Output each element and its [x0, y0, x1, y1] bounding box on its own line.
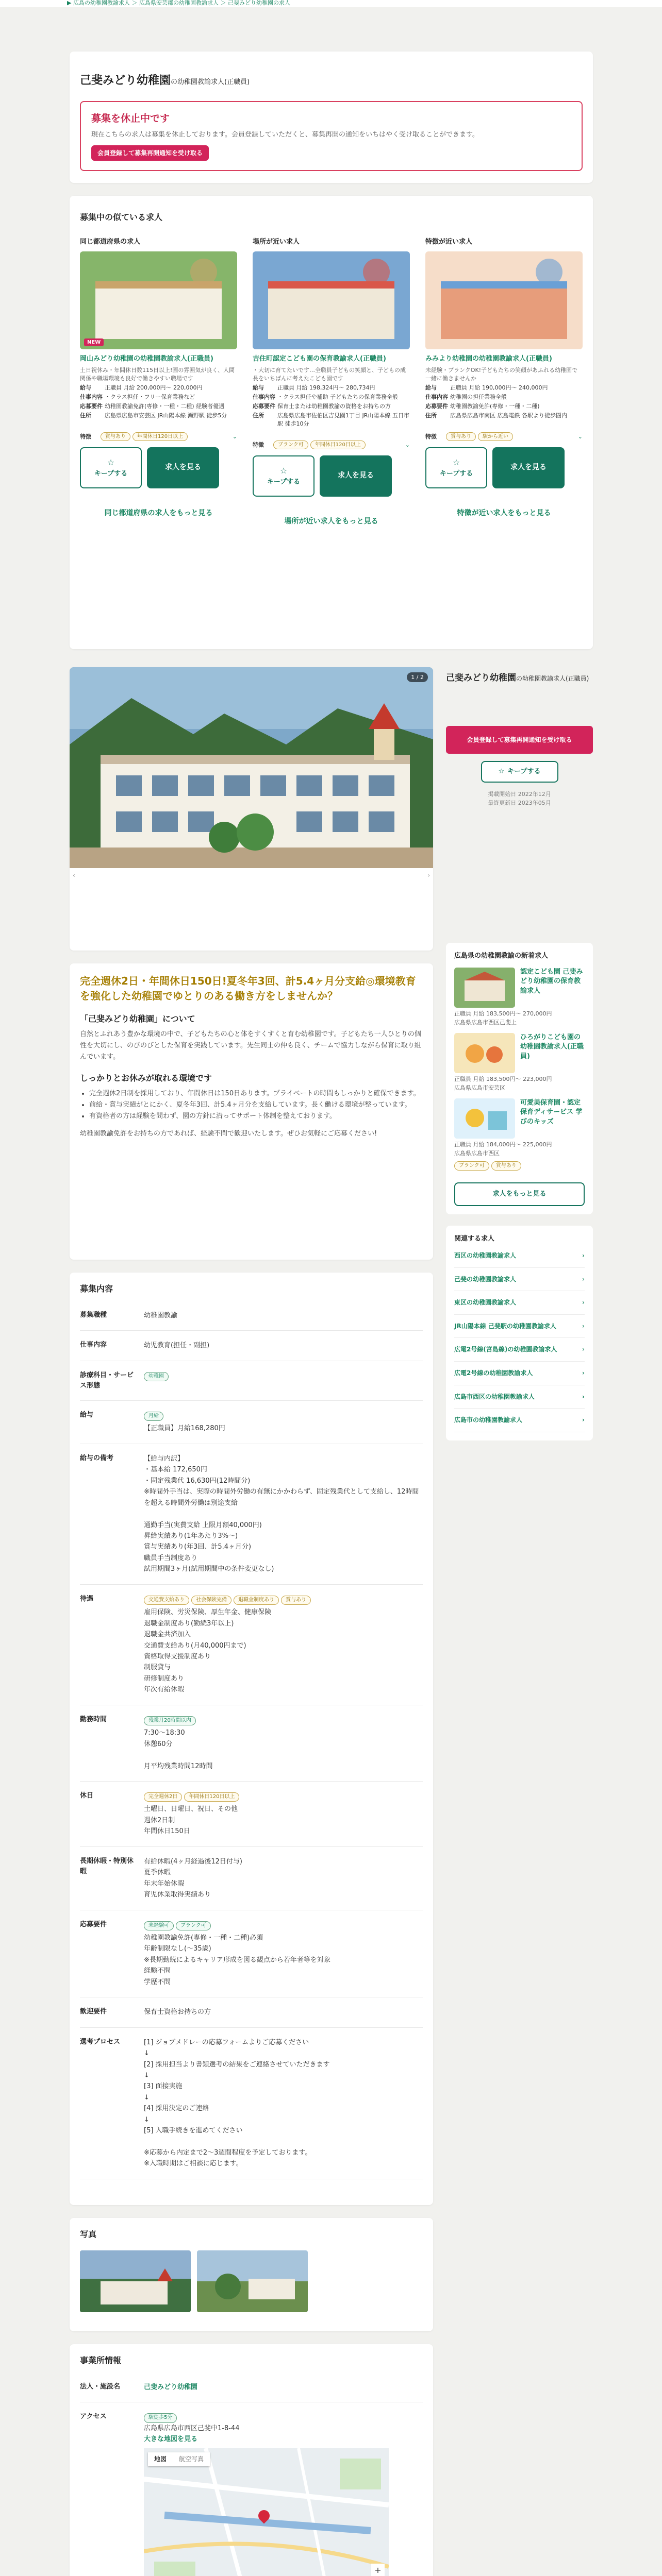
- recruit-key: 募集職種: [80, 1301, 134, 1331]
- recruit-row: [80, 1997, 423, 2027]
- photos-title: 写真: [80, 2229, 97, 2239]
- similar-job-info-row: [253, 393, 410, 401]
- feature-chip: 賞与あり: [446, 432, 476, 442]
- new-jobs-card: [446, 943, 593, 1214]
- info-key: 住所: [80, 412, 91, 419]
- info-value: 正職員 月給 198,324円〜 280,734円: [277, 384, 375, 391]
- map-widget[interactable]: [144, 2448, 389, 2576]
- similar-job-info-row: [425, 393, 583, 401]
- hero-job-type: の幼稚園教諭求人(正職員): [516, 675, 589, 682]
- related-link[interactable]: [454, 1409, 585, 1432]
- side-job-photo: [454, 1033, 515, 1073]
- address-text: 広島県広島市西区己斐中1-8-44: [144, 2424, 240, 2432]
- feature-tags: [80, 432, 237, 442]
- similar-job-info-row: [80, 393, 237, 401]
- recruit-value: 有給休暇(4ヶ月経過後12日付与) 夏季休暇 年末年始休暇 育児休業取得実績あり: [144, 1857, 242, 1899]
- tag-label: 特徴: [425, 433, 437, 440]
- similar-job-info-row: [425, 412, 583, 420]
- recruit-value-cell: [134, 1361, 423, 1400]
- similar-job-info-row: [253, 384, 410, 392]
- info-value: 広島県広島市南区 広島電鉄 各駅より徒歩圏内: [450, 412, 567, 419]
- condition-chip: 残業月20時間以内: [144, 1716, 196, 1726]
- closing-text: 幼稚園教諭免許をお持ちの方であれば、経験不問で歓迎いたします。ぜひお気軽にご応募ください!: [80, 1130, 377, 1138]
- chevron-down-icon[interactable]: ⌄: [577, 433, 583, 440]
- office-row: [80, 2402, 423, 2576]
- side-job-chip: ブランク可: [454, 1161, 489, 1171]
- photo-thumb[interactable]: [80, 2250, 191, 2312]
- recruit-row: [80, 1910, 423, 1997]
- more-similar-link[interactable]: 同じ都道府県の求人をもっと見る: [104, 509, 213, 518]
- side-job-meta: 正職員 月給 184,000円〜 225,000円 広島県広島市西区: [454, 1141, 552, 1157]
- job-header-card: [70, 52, 593, 183]
- register-notify-button[interactable]: 会員登録して募集再開通知を受け取る: [91, 145, 209, 161]
- star-icon: ☆: [107, 457, 115, 467]
- chevron-right-icon: ›: [582, 1299, 585, 1307]
- feature-tags: [425, 432, 583, 442]
- related-link[interactable]: [454, 1315, 585, 1338]
- hero-card: [70, 667, 433, 951]
- recruit-table: [80, 1301, 423, 2179]
- recruit-key: 応募要件: [80, 1910, 134, 1997]
- more-similar-link[interactable]: 場所が近い求人をもっと見る: [284, 517, 378, 526]
- related-card: [446, 1226, 593, 1440]
- side-job-chip: 賞与あり: [491, 1161, 521, 1171]
- recruit-value-cell: [134, 1331, 423, 1361]
- info-value: 幼稚園教諭免許(専修・一種・二種) 経験者優遇: [105, 402, 225, 410]
- recruit-value-cell: [134, 2027, 423, 2179]
- condition-chip: 完全週休2日: [144, 1792, 182, 1802]
- chevron-down-icon[interactable]: ⌄: [405, 441, 410, 448]
- related-link[interactable]: [454, 1338, 585, 1362]
- similar-job-column: [425, 237, 583, 519]
- similar-job-info-row: [253, 412, 410, 428]
- condition-chip: 交通費支給あり: [144, 1596, 189, 1605]
- chevron-right-icon: ›: [582, 1346, 585, 1353]
- photos-card: [70, 2218, 433, 2331]
- recruit-key: 休日: [80, 1781, 134, 1846]
- side-job-name: 可愛美保育園・認定保育ディサービス 学びのキッズ: [520, 1099, 583, 1126]
- chevron-right-icon: ›: [582, 1251, 585, 1259]
- view-job-button[interactable]: 求人を見る: [147, 447, 219, 488]
- condition-chip: 未経験可: [144, 1921, 174, 1931]
- access-chip: 駅徒歩5分: [144, 2413, 177, 2423]
- info-value: ・クラス担任や補助 子どもたちの保育業務全般: [277, 393, 399, 400]
- hero-register-button[interactable]: 会員登録して募集再開通知を受け取る: [446, 726, 593, 754]
- view-job-button[interactable]: 求人を見る: [492, 447, 565, 488]
- related-link[interactable]: [454, 1268, 585, 1292]
- recruit-value-cell: [134, 1846, 423, 1910]
- info-key: 応募要件: [253, 402, 275, 410]
- column-heading: 場所が近い求人: [253, 238, 300, 246]
- points-title: しっかりとお休みが取れる環境です: [80, 1073, 212, 1083]
- school-building-illustration: [70, 667, 433, 868]
- similar-job-photo[interactable]: [253, 251, 410, 349]
- condition-chip: 退職金制度あり: [234, 1596, 279, 1605]
- recruit-value: 幼稚園教諭: [144, 1311, 178, 1319]
- photo-counter: 1 / 2: [407, 672, 428, 682]
- info-key: 仕事内容: [80, 393, 103, 400]
- feature-chip: 年間休日120日以上: [133, 432, 188, 442]
- related-link-label: 広電2号線の幼稚園教諭求人: [454, 1369, 533, 1377]
- point-item: • 完全週休2日制を採用しており、年間休日は150日あります。プライベートの時間もしっかりと確保できます。: [89, 1088, 423, 1099]
- condition-chip: 賞与あり: [281, 1596, 311, 1605]
- feature-chip: 賞与あり: [101, 432, 130, 442]
- info-key: 応募要件: [425, 402, 448, 410]
- recruit-value-cell: [134, 1705, 423, 1781]
- recruit-key: 選考プロセス: [80, 2027, 134, 2179]
- recruit-row: [80, 1705, 423, 1781]
- tag-label: 特徴: [253, 441, 264, 448]
- recruit-row: [80, 2027, 423, 2179]
- side-job-meta: 正職員 月給 183,500円〜 223,000円 広島県広島市安芸区: [454, 1076, 552, 1091]
- job-photo-illustration: [253, 251, 410, 349]
- recruit-key: 歓迎要件: [80, 1997, 134, 2027]
- info-value: 正職員 月給 190,000円〜 240,000円: [450, 384, 548, 391]
- office-key: アクセス: [80, 2402, 134, 2576]
- recruit-value: [1] ジョブメドレーの応募フォームよりご応募ください ↓ [2] 採用担当より書類選考の結果をご連絡させていただきます ↓ [3] 面接実施 ↓ [4] 採用決定のご連絡 ↓ [5] 入職手続きを進めてください ※応募から内定まで2〜3週間程度を予定しております。 ※入職時期はご相談に応じます。: [144, 2038, 330, 2168]
- similar-job-name[interactable]: みみより幼稚園の幼稚園教諭求人(正職員): [425, 355, 552, 363]
- hero-photo[interactable]: [70, 667, 433, 868]
- keep-label: キープする: [94, 470, 128, 478]
- related-link-label: 東区の幼稚園教諭求人: [454, 1299, 517, 1307]
- side-job-photo: [454, 1098, 515, 1139]
- zoom-in-icon[interactable]: +: [371, 2564, 385, 2576]
- similar-job-desc: 未経験・ブランクOK!子どもたちの笑顔があふれる幼稚園で一緒に働きませんか: [425, 366, 578, 382]
- side-job-name: ひろがりこども園の幼稚園教諭求人(正職員): [520, 1033, 584, 1060]
- hero-thumbs: [70, 871, 433, 880]
- similar-job-desc: 土日祝休み・年間休日数115日以上!園の雰囲気が良く、人間関係や職場環境も良好で働きやすい職場です: [80, 366, 235, 382]
- hero-school-name: [446, 672, 593, 685]
- similar-job-photo[interactable]: [80, 251, 237, 349]
- related-link[interactable]: [454, 1385, 585, 1409]
- map-type-tabs: [148, 2452, 210, 2467]
- hero-name: 己斐みどり幼稚園: [446, 673, 516, 683]
- prev-arrow-icon[interactable]: ‹: [73, 872, 75, 879]
- recruit-value: 【給与内訳】 ・基本給 172,650円 ・固定残業代 16,630円(12時間分) ※時間外手当は、実際の時間外労働の有無にかかわらず、固定残業代として支給し、12時間を超える時間外労働は別途支給 通勤手当(実費支給 上限月額40,000円) 昇給実績あり(1年あたり3%〜) 賞与実績あり(年3回、計5.4ヶ月分) 職員手当制度あり 試用期間3ヶ月(試用期間中の条件変更なし): [144, 1454, 419, 1573]
- job-photo-illustration: [80, 251, 237, 349]
- similar-job-info-row: [80, 412, 237, 420]
- points-list: [80, 1088, 423, 1122]
- office-card: [70, 2344, 433, 2576]
- side-job-name: 認定こども園 己斐みどり幼稚園の保育教諭求人: [520, 968, 583, 995]
- star-icon: ☆: [452, 457, 460, 467]
- related-link-label: JR山陽本線 己斐駅の幼稚園教諭求人: [454, 1322, 556, 1330]
- info-key: 仕事内容: [253, 393, 275, 400]
- chevron-right-icon: ›: [582, 1369, 585, 1377]
- recruit-key: 給与: [80, 1400, 134, 1444]
- related-title: 関連する求人: [454, 1234, 495, 1243]
- point-item: • 前給・賞与実績がとにかく、夏冬年3回、計5.4ヶ月分を支給しています。長く働ける環境が整っています。: [89, 1099, 423, 1111]
- recruit-value: 土曜日、日曜日、祝日、その他 週休2日制 年間休日150日: [144, 1805, 238, 1836]
- big-map-link[interactable]: 大きな地図を見る: [144, 2435, 198, 2444]
- similar-job-desc: ・大切に育てたいです…全職員子どもの笑顔と、子どもの成長をいちばんに考えたこども園です: [253, 366, 406, 382]
- published-date: 掲載開始日 2022年12月: [488, 790, 551, 798]
- recruit-value: 幼児教育(担任・副担): [144, 1342, 210, 1350]
- chevron-right-icon: ›: [582, 1275, 585, 1283]
- new-jobs-title: 広島県の幼稚園教諭の新着求人: [454, 952, 549, 960]
- hero-keep-button[interactable]: [481, 761, 558, 783]
- related-link-label: 己斐の幼稚園教諭求人: [454, 1275, 517, 1283]
- side-job-meta: 正職員 月給 183,500円〜 270,000円 広島県広島市西区己斐上: [454, 1010, 552, 1026]
- column-heading: 特徴が近い求人: [425, 238, 473, 246]
- recruit-row: [80, 1331, 423, 1361]
- recruit-key: 待遇: [80, 1584, 134, 1705]
- satellite-tab[interactable]: 航空写真: [179, 2455, 204, 2463]
- related-link[interactable]: [454, 1362, 585, 1385]
- recruit-value: 幼稚園教諭免許(専修・一種・二種)必須 年齢制限なし(〜35歳) ※長期勤続によるキャリア形成を図る観点から若年者等を対象 経験不問 学歴不問: [144, 1934, 330, 1986]
- chevron-down-icon[interactable]: ⌄: [232, 433, 237, 440]
- info-key: 給与: [80, 384, 91, 391]
- office-key: 法人・施設名: [80, 2372, 134, 2402]
- related-link[interactable]: [454, 1291, 585, 1315]
- recruit-key: 給与の備考: [80, 1444, 134, 1584]
- similar-jobs-title: 募集中の似ている求人: [80, 212, 163, 222]
- about-title: 「己斐みどり幼稚園」について: [80, 1014, 195, 1024]
- similar-job-column: [80, 237, 237, 519]
- similar-job-name[interactable]: 岡山みどり幼稚園の幼稚園教諭求人(正職員): [80, 355, 213, 363]
- next-arrow-icon[interactable]: ›: [427, 872, 430, 879]
- chevron-right-icon: ›: [582, 1393, 585, 1400]
- service-chip: 幼稚園: [144, 1372, 169, 1382]
- info-key: 住所: [425, 412, 437, 419]
- keep-button[interactable]: [80, 447, 142, 488]
- side-job-item[interactable]: [454, 1098, 585, 1139]
- more-jobs-button[interactable]: 求人をもっと見る: [454, 1182, 585, 1206]
- breadcrumb[interactable]: ▶ 広島の幼稚園教諭求人 ＞ 広島県安芸郡の幼稚園教諭求人 ＞ 己斐みどり幼稚園の求人: [0, 0, 662, 7]
- recruit-value-cell: [134, 1910, 423, 1997]
- about-text: 自然とふれあう豊かな環境の中で、子どもたちの心と体をすくすくと育む幼稚園です。子どもたち一人ひとりの個性を大切にし、のびのびとした保育を実践しています。先生同士の仲も良く、チームで協力しながら保育に取り組んでいます。: [80, 1030, 421, 1061]
- updated-date: 最終更新日 2023年05月: [488, 799, 551, 806]
- recruit-value-cell: [134, 1584, 423, 1705]
- stop-notice-title: 募集を休止中です: [91, 113, 170, 125]
- point-item: • 有資格者の方は経験を問わず、園の方針に沿ってサポート体制を整えております。: [89, 1111, 423, 1122]
- recruit-value: 保育士資格お持ちの方: [144, 2008, 211, 2016]
- related-link[interactable]: [454, 1244, 585, 1268]
- recruit-value: 7:30〜18:30 休憩60分 月平均残業時間12時間: [144, 1729, 213, 1770]
- intro-card: [70, 963, 433, 1260]
- side-job-item[interactable]: [454, 1033, 585, 1073]
- info-value: 幼稚園教諭免許(専修・一種・二種): [450, 402, 540, 410]
- office-table: [80, 2372, 423, 2576]
- related-link-label: 広島市西区の幼稚園教諭求人: [454, 1393, 535, 1400]
- info-value: 広島県広島市安芸区 JR山陽本線 瀬野駅 徒歩5分: [105, 412, 227, 419]
- similar-job-info-row: [80, 384, 237, 392]
- job-photo-illustration: [425, 251, 583, 349]
- school-name: 己斐みどり幼稚園: [80, 74, 171, 87]
- info-value: 保育士または幼稚園教諭の資格をお持ちの方: [277, 402, 391, 410]
- recruit-key: 長期休暇・特別休暇: [80, 1846, 134, 1910]
- recruit-key: 診療科目・サービス形態: [80, 1361, 134, 1400]
- keep-button[interactable]: [253, 455, 315, 497]
- column-heading: 同じ都道府県の求人: [80, 238, 141, 246]
- condition-chip: 月給: [144, 1412, 163, 1421]
- info-key: 給与: [425, 384, 437, 391]
- info-value: 正職員 月給 200,000円〜 220,000円: [105, 384, 203, 391]
- info-value: 幼稚園の担任業務全般: [450, 393, 507, 400]
- stop-notice-text: 現在こちらの求人は募集を休止しております。会員登録していただくと、募集再開の通知をいちはやく受け取ることができます。: [91, 130, 479, 139]
- recruit-row: [80, 1361, 423, 1400]
- recruit-card: [70, 1273, 433, 2205]
- recruit-row: [80, 1781, 423, 1846]
- related-link-label: 広島市の幼稚園教諭求人: [454, 1416, 523, 1424]
- map-tab[interactable]: 地図: [154, 2455, 167, 2463]
- condition-chip: ブランク可: [176, 1921, 211, 1931]
- feature-tags: [253, 440, 410, 450]
- side-job-item[interactable]: [454, 968, 585, 1008]
- recruit-value: 【正職員】月給168,280円: [144, 1425, 225, 1433]
- recruit-value-cell: [134, 1400, 423, 1444]
- recruit-value: 雇用保険、労災保険、厚生年金、健康保険 退職金制度あり(勤続3年以上) 退職金共済加入 交通費支給あり(月40,000円まで) 資格取得支援制度あり 制服貸与 研修制度あり 年次有給休暇: [144, 1608, 272, 1694]
- recruit-value-cell: [134, 1997, 423, 2027]
- similar-jobs-card: [70, 196, 593, 649]
- keep-label: キープする: [267, 478, 301, 486]
- info-value: ・クラス担任・フリー保育業務など: [105, 393, 195, 400]
- keep-button[interactable]: [425, 447, 487, 488]
- more-similar-link[interactable]: 特徴が近い求人をもっと見る: [457, 509, 551, 518]
- info-key: 仕事内容: [425, 393, 448, 400]
- side-job-photo: [454, 968, 515, 1008]
- info-key: 住所: [253, 412, 264, 419]
- recruit-row: [80, 1400, 423, 1444]
- photo-thumb[interactable]: [197, 2250, 308, 2312]
- feature-chip: ブランク可: [273, 440, 308, 450]
- hero-keep-label: キープする: [507, 767, 541, 775]
- stop-notice: [80, 101, 583, 171]
- chevron-right-icon: ›: [582, 1322, 585, 1330]
- recruit-row: [80, 1584, 423, 1705]
- related-link-label: 西区の幼稚園教諭求人: [454, 1251, 517, 1259]
- similar-job-info-row: [253, 402, 410, 411]
- condition-chip: 社会保険完備: [191, 1596, 231, 1605]
- recruit-row: [80, 1301, 423, 1331]
- recruit-value-cell: [134, 1301, 423, 1331]
- tag-label: 特徴: [80, 433, 91, 440]
- similar-job-photo[interactable]: [425, 251, 583, 349]
- office-row: [80, 2372, 423, 2402]
- job-suffix: の幼稚園教諭求人(正職員): [171, 78, 250, 86]
- info-value: 広島県広島市佐伯区吉見園1丁目 JR山陽本線 五日市駅 徒歩10分: [277, 412, 409, 427]
- recruit-key: 仕事内容: [80, 1331, 134, 1361]
- office-title: 事業所情報: [80, 2355, 122, 2365]
- recruit-title: 募集内容: [80, 1284, 113, 1294]
- recruit-row: [80, 1846, 423, 1910]
- feature-chip: 駅から近い: [478, 432, 513, 442]
- star-icon: ☆: [498, 767, 505, 775]
- similar-job-name[interactable]: 吉住町認定こども園の保育教諭求人(正職員): [253, 355, 386, 363]
- feature-chip: 年間休日120日以上: [310, 440, 366, 450]
- condition-chip: 年間休日120日以上: [184, 1792, 239, 1802]
- recruit-key: 勤務時間: [80, 1705, 134, 1781]
- recruit-value-cell: [134, 1781, 423, 1846]
- recruit-value-cell: [134, 1444, 423, 1584]
- recruit-row: [80, 1444, 423, 1584]
- intro-headline: 完全週休2日・年間休日150日!夏冬年3回、計5.4ヶ月分支給◎環境教育を強化した幼稚園でゆとりのある働き方をしませんか？: [80, 975, 416, 1002]
- similar-job-info-row: [425, 384, 583, 392]
- office-name-link[interactable]: 己斐みどり幼稚園: [134, 2372, 423, 2402]
- chevron-right-icon: ›: [582, 1416, 585, 1424]
- similar-job-column: [253, 237, 410, 528]
- keep-label: キープする: [439, 470, 473, 478]
- view-job-button[interactable]: 求人を見る: [320, 455, 392, 497]
- star-icon: ☆: [279, 465, 288, 476]
- new-badge: NEW: [84, 338, 104, 347]
- page-title: [80, 72, 583, 90]
- hero-side-card: [446, 667, 593, 930]
- info-key: 応募要件: [80, 402, 103, 410]
- related-link-label: 広電2号線(宮島線)の幼稚園教諭求人: [454, 1346, 557, 1353]
- info-key: 給与: [253, 384, 264, 391]
- similar-job-info-row: [80, 402, 237, 411]
- similar-job-info-row: [425, 402, 583, 411]
